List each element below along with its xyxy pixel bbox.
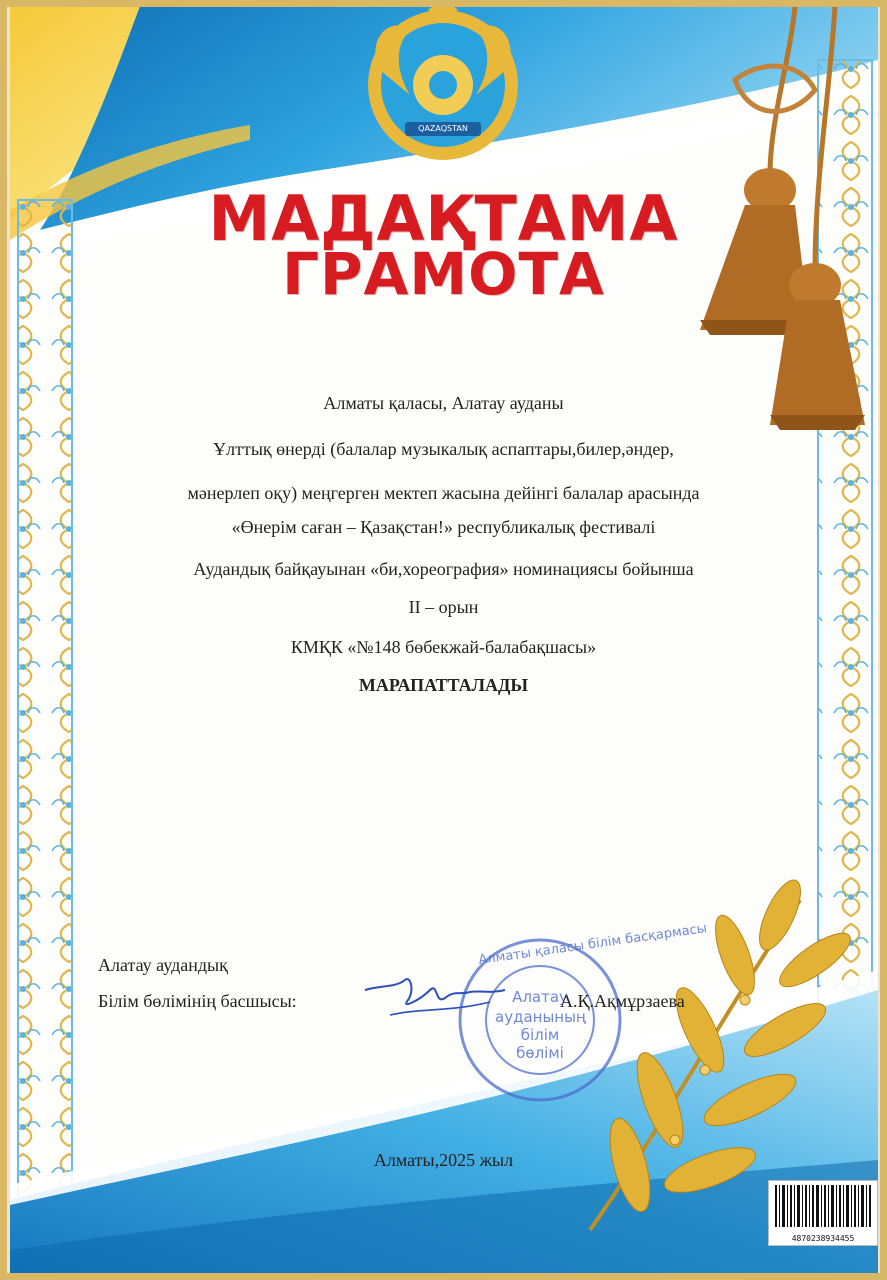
stamp-inner-line2: ауданының — [495, 1008, 586, 1026]
stamp-outer-text: Алматы қаласы білім басқармасы — [477, 921, 708, 968]
barcode-number: 4870238934455 — [791, 1234, 855, 1243]
stamp-inner-line4: бөлімі — [516, 1044, 564, 1062]
body-line-festival: «Өнерім саған – Қазақстан!» республикалық фестивалі — [231, 517, 656, 537]
emblem-label: QAZAQSTAN — [418, 124, 468, 133]
stamp-inner-line1: Алатау — [512, 988, 568, 1006]
signatory-title-line2: Білім бөлімінің басшысы: — [98, 991, 297, 1011]
signatory-title-line1: Алатау аудандық — [98, 955, 228, 975]
body-line-location: Алматы қаласы, Алатау ауданы — [323, 393, 564, 413]
stamp-inner-line3: білім — [520, 1026, 560, 1044]
body-line-subject: Ұлттық өнерді (балалар музыкалық аспаптары,билер,әндер, — [213, 439, 674, 459]
handwritten-signature — [360, 960, 510, 1030]
title-kazakh: МАДАҚТАМА — [208, 182, 679, 255]
footer-place-year: Алматы,2025 жыл — [373, 1150, 514, 1170]
signatory-name: А.Қ.Ақмұрзаева — [560, 991, 685, 1011]
body-line-nomination: Аудандық байқауынан «би,хореография» номинациясы бойынша — [193, 559, 694, 579]
body-line-recipient: КМҚК «№148 бөбекжай-балабақшасы» — [290, 637, 597, 657]
title-russian: ГРАМОТА — [282, 240, 605, 308]
body-line-awarded: МАРАПАТТАЛАДЫ — [358, 675, 529, 695]
barcode — [768, 1180, 878, 1246]
body-line-audience: мәнерлеп оқу) меңгерген мектеп жасына дейінгі балалар арасында — [187, 483, 700, 503]
body-line-place: II – орын — [408, 597, 479, 617]
barcode-bars-icon — [769, 1181, 877, 1231]
